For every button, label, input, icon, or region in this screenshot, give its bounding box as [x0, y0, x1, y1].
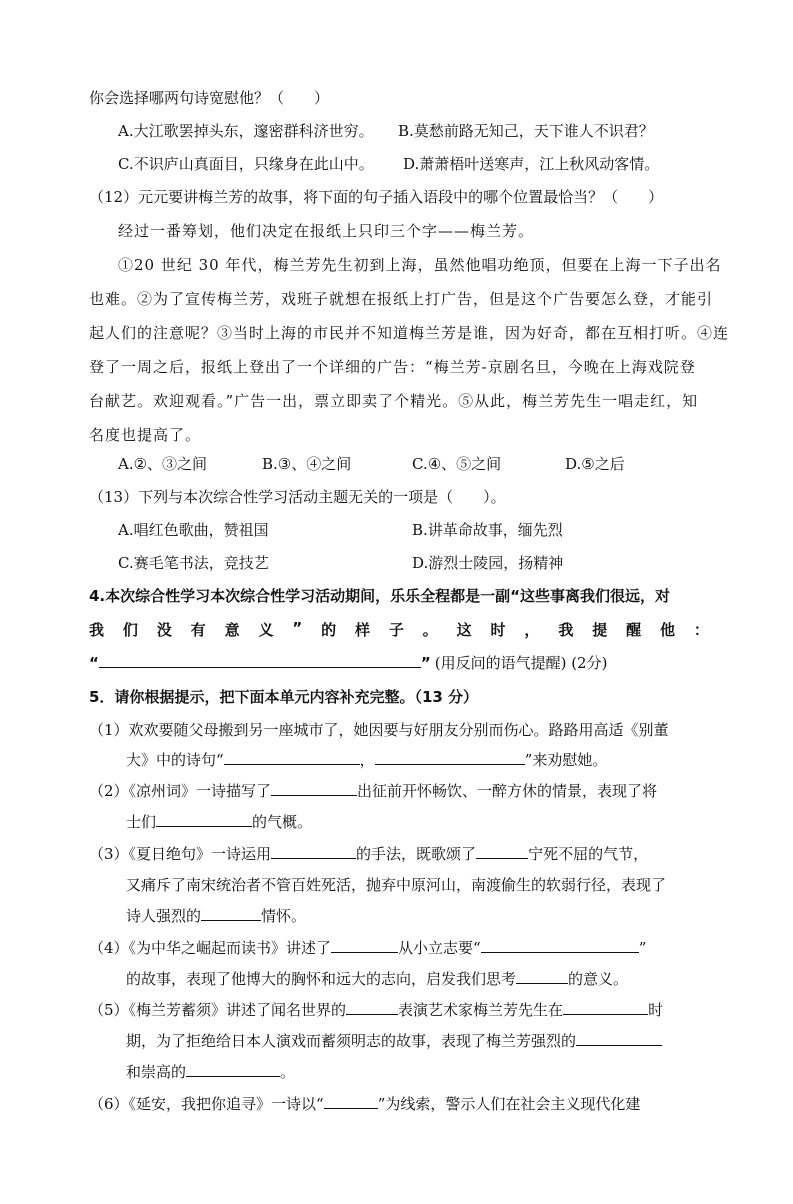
q5-item1-line1: （1）欢欢要随父母搬到另一座城市了，她因要与好朋友分别而伤心。路路用高适《别董	[89, 721, 669, 739]
q4-char: 醒	[626, 621, 642, 639]
q4-char: ”	[292, 619, 303, 637]
q11-option-a: A.大江歌罢掉头东，邃密群科济世穷。	[118, 122, 374, 140]
q12-option-a: A.②、③之间	[118, 455, 208, 473]
q4-char: 。	[422, 621, 438, 639]
q5-item3-blank-3[interactable]	[201, 905, 261, 921]
q13-stem: （13）下列与本次综合性学习活动主题无关的一项是（ ）。	[89, 488, 506, 506]
q12-option-c: C.④、⑤之间	[412, 455, 502, 473]
q4-char: 样	[354, 621, 370, 639]
q5-item4-line1: （4）《为中华之崛起而读书》讲述了 从小立志要“ ”	[89, 939, 647, 957]
q5-item6-line1: （6）《延安，我把你追寻》一诗以“ ”为线索，警示人们在社会主义现代化建	[89, 1095, 641, 1113]
q12-passage-line: 起人们的注意呢？③当时上海的市民并不知道梅兰芳是谁，因为好奇，都在互相打听。④连	[89, 324, 730, 342]
q4-char: 时	[490, 621, 506, 639]
q4-close-quote: ”	[420, 654, 431, 672]
q5-item5-blank-3[interactable]	[576, 1030, 662, 1046]
q5-item5-line1: （5）《梅兰芳蓄须》讲述了闻名世界的 表演艺术家梅兰芳先生在 时	[89, 1001, 664, 1019]
q13-option-c: C.赛毛笔书法，竞技艺	[118, 554, 269, 572]
q5-item3-line2: 又痛斥了南宋统治者不管百姓死活，抛弃中原河山，南渡偷生的软弱行径，表现了	[126, 876, 667, 894]
q11-option-d: D.萧萧梧叶送寒声，江上秋风动客情。	[403, 155, 660, 173]
q5-item1-blank-1[interactable]	[224, 749, 360, 765]
q4-open-quote: “	[89, 654, 99, 672]
q5-item1-blank-2[interactable]	[375, 749, 525, 765]
q4-char: 提	[592, 621, 608, 639]
q4-char: 这	[456, 621, 472, 639]
q5-item6-blank-1[interactable]	[324, 1093, 378, 1109]
q5-item5-blank-1[interactable]	[346, 999, 398, 1015]
q4-char: ：	[693, 621, 709, 639]
q5-item5-blank-2[interactable]	[563, 999, 648, 1015]
q5-item5-line3: 和崇高的 。	[126, 1063, 296, 1081]
q4-char: ，	[524, 621, 540, 639]
q5-item2-line2: 士们 的气概。	[126, 813, 313, 831]
q13-option-b: B.讲革命故事，缅先烈	[412, 521, 563, 539]
q11-option-b: B.莫愁前路无知己，天下谁人不识君？	[398, 122, 654, 140]
q4-char: 的	[321, 621, 337, 639]
q5-item5-blank-4[interactable]	[186, 1061, 280, 1077]
q4-char: 我	[558, 621, 574, 639]
q4-prompt-line2	[89, 619, 709, 640]
q4-char: 意	[224, 621, 240, 639]
q5-item4-blank-1[interactable]	[331, 937, 398, 953]
q4-answer-line	[89, 652, 607, 673]
q5-item3-blank-1[interactable]	[271, 843, 356, 859]
q5-item3-line3: 诗人强烈的 情怀。	[126, 907, 307, 925]
q12-passage-line: 登了一周之后，报纸上登出了一个详细的广告：“梅兰芳-京剧名旦，今晚在上海戏院登	[89, 358, 696, 376]
q5-item2-blank-1[interactable]	[271, 780, 357, 796]
q12-option-b: B.③、④之间	[262, 455, 352, 473]
q5-item5-line2: 期，为了拒绝给日本人演戏而蓄须明志的故事，表现了梅兰芳强烈的	[126, 1030, 662, 1051]
q4-char: 我	[89, 621, 105, 639]
q4-char: 他	[659, 621, 675, 639]
q4-char: 没	[156, 621, 172, 639]
q5-item3-blank-2[interactable]	[476, 843, 528, 859]
q4-prompt-line1: 4.本次综合性学习本次综合性学习活动期间，乐乐全程都是一副“这些事离我们很远，对	[89, 587, 670, 605]
q5-title: 5．请你根据提示，把下面本单元内容补充完整。（13 分）	[89, 688, 479, 706]
q5-item1-line2: 大》中的诗句“ ， ”来劝慰她。	[126, 751, 608, 769]
q11-option-c: C.不识庐山真面目，只缘身在此山中。	[118, 155, 374, 173]
q12-stem: （12）元元要讲梅兰芳的故事，将下面的句子插入语段中的哪个位置最恰当？（ ）	[89, 188, 664, 206]
q12-passage-line: 也难。②为了宣传梅兰芳，戏班子就想在报纸上打广告，但是这个广告要怎么登，才能引	[89, 290, 714, 308]
q5-item3-line1: （3）《夏日绝句》一诗运用 的手法，既歌颂了 宁死不屈的气节，	[89, 845, 649, 863]
q4-char: 有	[190, 621, 206, 639]
q4-instruction: (用反问的语气提醒) (2分)	[434, 654, 608, 672]
q5-item4-line2: 的故事，表现了他博大的胸怀和远大的志向，启发我们思考 的意义。	[126, 970, 629, 988]
q12-insert-sentence: 经过一番筹划，他们决定在报纸上只印三个字——梅兰芳。	[118, 222, 535, 240]
q5-item2-line1: （2）《凉州词》一诗描写了 出征前开怀畅饮、一醉方休的情景，表现了将	[89, 782, 658, 800]
q12-option-d: D.⑤之后	[565, 455, 625, 473]
q13-option-a: A.唱红色歌曲，赞祖国	[118, 521, 269, 539]
q11-stem: 你会选择哪两句诗宽慰他？（ ）	[89, 89, 330, 107]
q4-answer-blank[interactable]	[99, 652, 421, 668]
q5-item2-blank-2[interactable]	[156, 811, 252, 827]
q5-item4-blank-3[interactable]	[516, 968, 568, 984]
q4-char: 们	[122, 621, 138, 639]
q12-passage-line: 名度也提高了。	[89, 426, 202, 444]
q4-char: 义	[258, 621, 274, 639]
q12-passage-line: 台献艺。欢迎观看。”广告一出，票立即卖了个精光。⑤从此，梅兰芳先生一唱走红，知	[89, 392, 699, 410]
q5-item4-blank-2[interactable]	[481, 937, 639, 953]
q4-char: 子	[388, 621, 404, 639]
q12-passage-line: ①20 世纪 30 年代，梅兰芳先生初到上海，虽然他唱功绝顶，但要在上海一下子出名	[118, 256, 722, 274]
q13-option-d: D.游烈士陵园，扬精神	[412, 554, 564, 572]
